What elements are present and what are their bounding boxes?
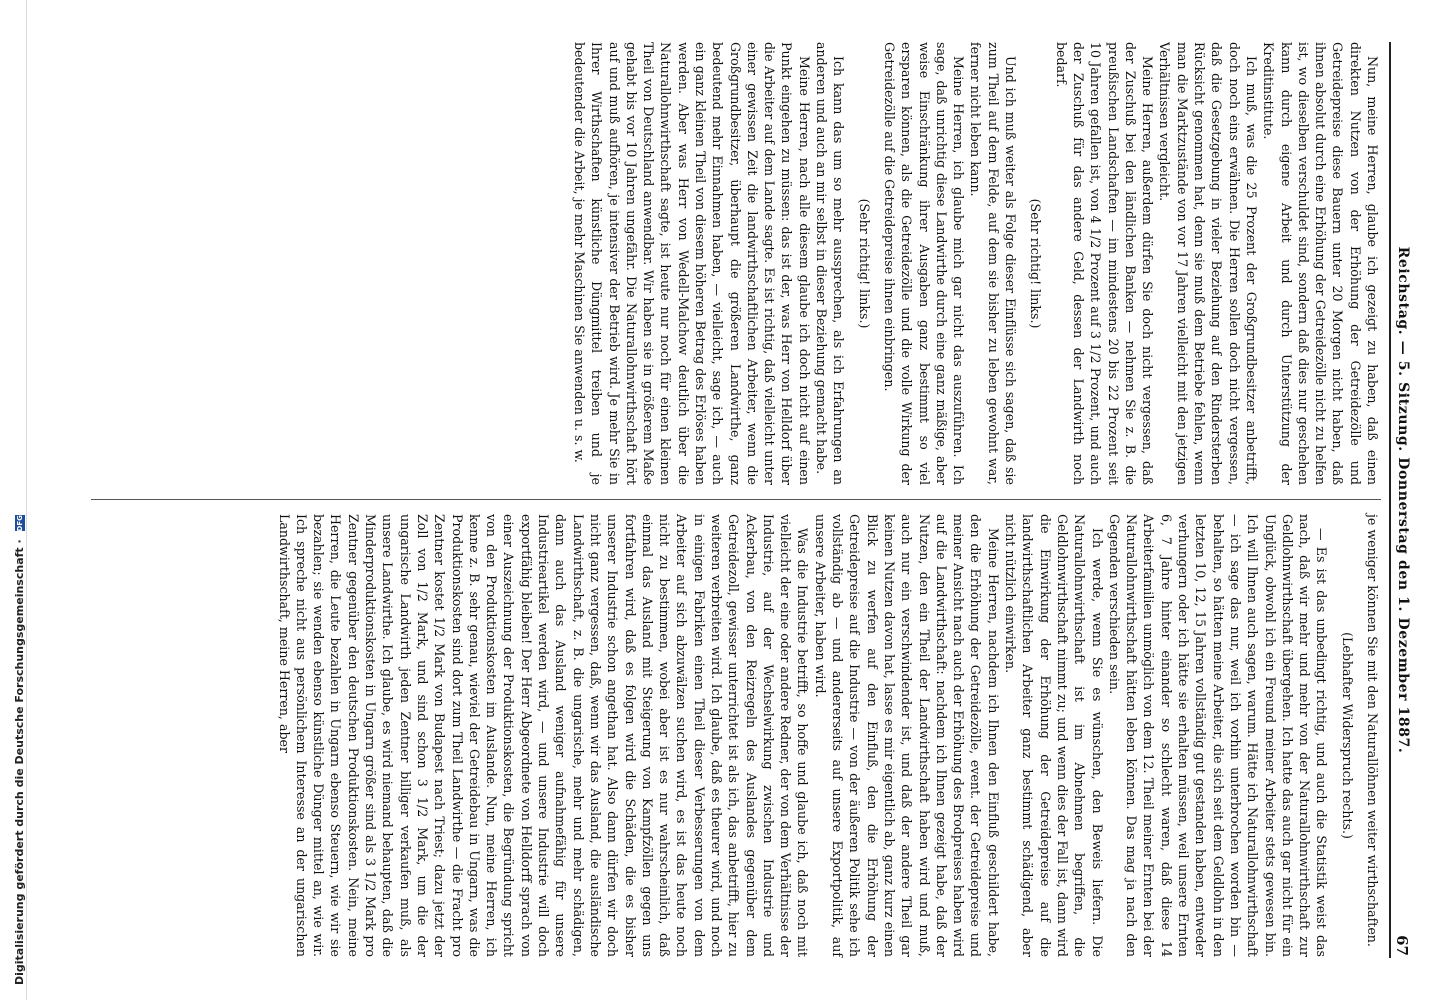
scanned-page <box>77 30 1417 970</box>
interjection: (Sehr richtig! links.) <box>856 198 872 329</box>
dfg-logo: DFG <box>16 515 24 532</box>
page-header <box>1389 42 1413 958</box>
interjection: (Sehr richtig! links.) <box>1028 198 1044 329</box>
running-head: Reichstag. — 5. Sitzung. Donnerstag den 1. Dezember 1887. <box>1395 246 1411 754</box>
paragraph: Meine Herren, außerdem dürfen Sie doch nicht vergessen, daß der Zuschuß bei den ländlichen Banken — nehmen Sie z. B. die preußischen Landschaften — im mindestens 20 bis 22 Prozent seit 10 Jahren gefallen ist, von 4 1/2 Prozent auf 3 1/2 Prozent, und auch der Zuschuß für das andere Geld, dessen der Landwirth noch bedarf. <box>1053 42 1156 485</box>
paragraph: je weniger können Sie mit den Naturallöhnen weiter wirthschaften. <box>1365 514 1380 947</box>
paragraph: Was die Industrie betrifft, so hoffe und glaube ich, daß noch mit vielleicht der eine oder andere Redner, der von dem Verhältnisse der Industrie, auf der Wechselwirkung zwischen Industrie und Ackerbau, von den Reizregeln des Auslandes gegenüber dem Getreidezoll, gewisser unterrichtet ist als ich, das anbetrifft, hier zu weiteren verbreiten wird. Ich glaube, daß es theurer wird, und noch in einigen Fabriken einen Theil dieser Verbesserungen von dem Arbeiter auf sich abzuwälzen suchen wird, es ist das heute noch nicht zu bestimmen, wobei aber ist es nur wahrscheinlich, daß einmal das Ausland mit Steigerung von Kampfzöllen gegen uns fortfahren wird, daß es folgen wird die Schäden, die es bisher unserer Industrie schon angethan hat. Also dann dürfen wir doch nicht ganz vergessen, daß, wenn wir das Ausland, die ausländische Landwirthschaft, z. B. die ungarische, mehr und mehr schädigen, dann auch das Ausland weniger aufnahmefähig für unsere Industrieartikel werden wird, — und unsere Industrie will doch exportfähig bleiben! Der Herr Abgeordnete von Helldorff sprach von einer Auszeichnung der Produktionskosten, die Begründung spricht von den Produktionskosten im Auslande. Nun, meine Herren, ich kenne z. B. sehr genau, wieviel der Getreidebau in Ungarn, was die Produktionskosten sind dort zum Theil Landwirthe — die Fracht pro Zentner kostet 1/2 Mark von Budapest nach Triest; dazu jetzt der Zoll von 1/2 Mark, und sind schon 3 1/2 Mark, um die der ungarische Landwirth jeden Zentner billiger verkaufen muß, als unsere Landwirthe. Ich glaube, es wird niemand behaupten, daß die Minderproduktionskosten in Ungarn größer sind als 3 1/2 Mark pro Zentner gegenüber den deutschen Produktionskosten. Nein, meine Herren, die Leute bezahlen in Ungarn ebenso Steuern, wie wir sie bezahlen; sie wenden ebenso künstliche Dünger mittel an, wie wir. Ich spreche nicht aus persönlichem Interesse an der ungarischen Landwirthschaft, meine Herren, aber <box>276 514 811 957</box>
column-divider <box>91 499 1381 500</box>
paragraph: Nun, meine Herren, glaube ich gezeigt zu haben, daß einen direkten Nutzen von der Erhöhung der Getreidezölle und Getreidepreise diese Bauern unter 20 Morgen nicht haben, daß ihnen absolut durch eine Erhöhung der Getreidezölle nicht zu helfen ist, wo dieselben verschuldet sind, sondern daß dies nur geschehen kann durch eigene Arbeit und durch Unterstützung der Kreditinstitute. <box>1261 42 1380 485</box>
interjection: (Lebhafter Widerspruch rechts.) <box>1339 632 1355 839</box>
digitisation-notice-text: Digitalisierung gefördert durch die Deutsche Forschungsgemeinschaft <box>13 547 26 985</box>
paragraph: Meine Herren, nach alle diesem glaube ich doch nicht auf einen Punkt eingehen zu müssen: das ist der, was Herr von Helldorf über die Arbeiter auf dem Lande sagte. Es ist richtig, daß vielleicht unter einer gewissen Zeit die landwirthschaftlichen Arbeiter, wenn die Großgrundbesitzer, überhaupt die größeren Landwirthe, ganz bedeutend mehr Einnahmen haben, — vielleicht, sage ich, — auch ein ganz kleinen Theil von diesem höheren Betrag des Erlöses haben werden. Aber was Herr von Wedell-Malchow deutlich über die Naturallohnwirthschaft sagte, ist heute nur noch für einen kleinen Theil von Deutschland anwendbar. Wir haben sie in größerem Maße gehabt bis vor 10 Jahren ungefähr. Die Naturallohnwirthschaft hört auf und muß aufhören, je intensiver der Betrieb wird. Je mehr Sie in Ihrer Wirthschaften künstliche Düngmittel treiben und je bedeutender die Arbeit, je mehr Maschinen Sie anwenden u. s. w. <box>571 42 812 485</box>
digitisation-strip <box>0 0 27 1000</box>
paragraph: Ich muß, was die 25 Prozent der Großgrundbesitzer anbetrifft, doch noch eins erwähnen. Die Herren sollen doch nicht vergessen, daß die Gesetzgebung in vieler Beziehung auf den Rindersterben Rücksicht genommen hat, denn sie muß dem Betriebe fehlen, wenn man die Marktzustände von vor 17 Jahren vielleicht mit den jetzigen Verhältnissen vergleicht. <box>1157 42 1259 485</box>
paragraph: Und ich muß weiter als Folge dieser Einflüsse sich sagen, daß sie zum Theil auf dem Felde, auf dem sie bisher zu leben gewohnt war, ferner nicht leben kann. <box>968 42 1019 485</box>
digitisation-notice: Digitalisierung gefördert durch die Deutsche Forschungsgemeinschaft · DFG <box>13 515 26 985</box>
paragraph: Ich kann das um so mehr aussprechen, als ich Erfahrungen an anderen und auch an mir selbst in dieser Beziehung gemacht habe. <box>814 42 847 485</box>
right-column <box>275 514 1381 957</box>
paragraph: — Es ist das unbedingt richtig, und auch die Statistik weist das nach, daß wir mehr und mehr von der Naturallohnwirthschaft zur Geldlohnwirthschaft übergehen. Ich hatte das auch gar nicht für ein Unglück, obwohl ich ein Freund meiner Arbeiter stets gewesen bin. Ich will Ihnen auch sagen, warum. Hätte ich Naturallohnwirthschaft — ich sage das nur, weil ich vorhin unterbrochen worden bin — behalten, so hätten meine Arbeiter, die sich seit dem Geldlohn in den letzten 10, 12, 15 Jahren vollständig gut gestanden haben, entweder verhungern oder ich hätte sie erhalten müssen, weil unsere Ernten 6, 7 Jahre hinter einander so schlecht waren, daß diese 14 Arbeiterfamilien unmöglich von dem 12. Theil meiner Ernten bei der Naturallohnwirthschaft hätten leben können. Das mag ja nach den Gegenden verschieden sein. <box>1106 514 1330 957</box>
paragraph: Meine Herren, nachdem ich Ihnen den Einfluß geschildert habe, den die Erhöhung der Getreidezölle, event. der Getreidepreise und meiner Ansicht nach auch der Erhöhung des Brodpreises haben wird auf die Landwirthschaft: nachdem ich Ihnen gezeigt habe, daß der Nutzen, den ein Theil der Landwirthschaft haben wird und muß, auch nur ein verschwindender ist, und daß der andere Theil gar keinen Nutzen davon hat, lasse es mir eigentlich ab, ganz kurz einen Blick zu werfen auf den Einfluß, den die Erhöhung der Getreidepreise auf die Industrie — von der äußeren Politik sehe ich vollständig ab — und andererseits auf unsere Exportpolitik, auf unsere Arbeiter, haben wird. <box>812 514 1001 957</box>
page-number: 67 <box>1393 935 1411 956</box>
paragraph: Ich werde, wenn Sie es wünschen, den Beweis liefern. Die Naturallohnwirthschaft ist im Abnehmen begriffen, die Geldlohnwirthschaft nimmt zu; und wenn dies der Fall ist, dann wird die Einwirkung der Erhöhung der Getreidepreise auf die landwirthschaftlichen Arbeiter ganz bestimmt schädigend, aber nicht nützlich einwirken. <box>1003 514 1105 957</box>
left-column <box>571 42 1381 485</box>
paragraph: Meine Herren, ich glaube mich gar nicht das auszuführen. Ich sage, daß unrichtig diese Landwirthe durch eine ganz mäßige, aber weise Einschränkung ihrer Ausgaben ganz bestimmt so viel ersparen können, als die Getreidezölle und die volle Wirkung der Getreidezölle auf die Getreidepreise ihnen einbringen. <box>881 42 967 485</box>
